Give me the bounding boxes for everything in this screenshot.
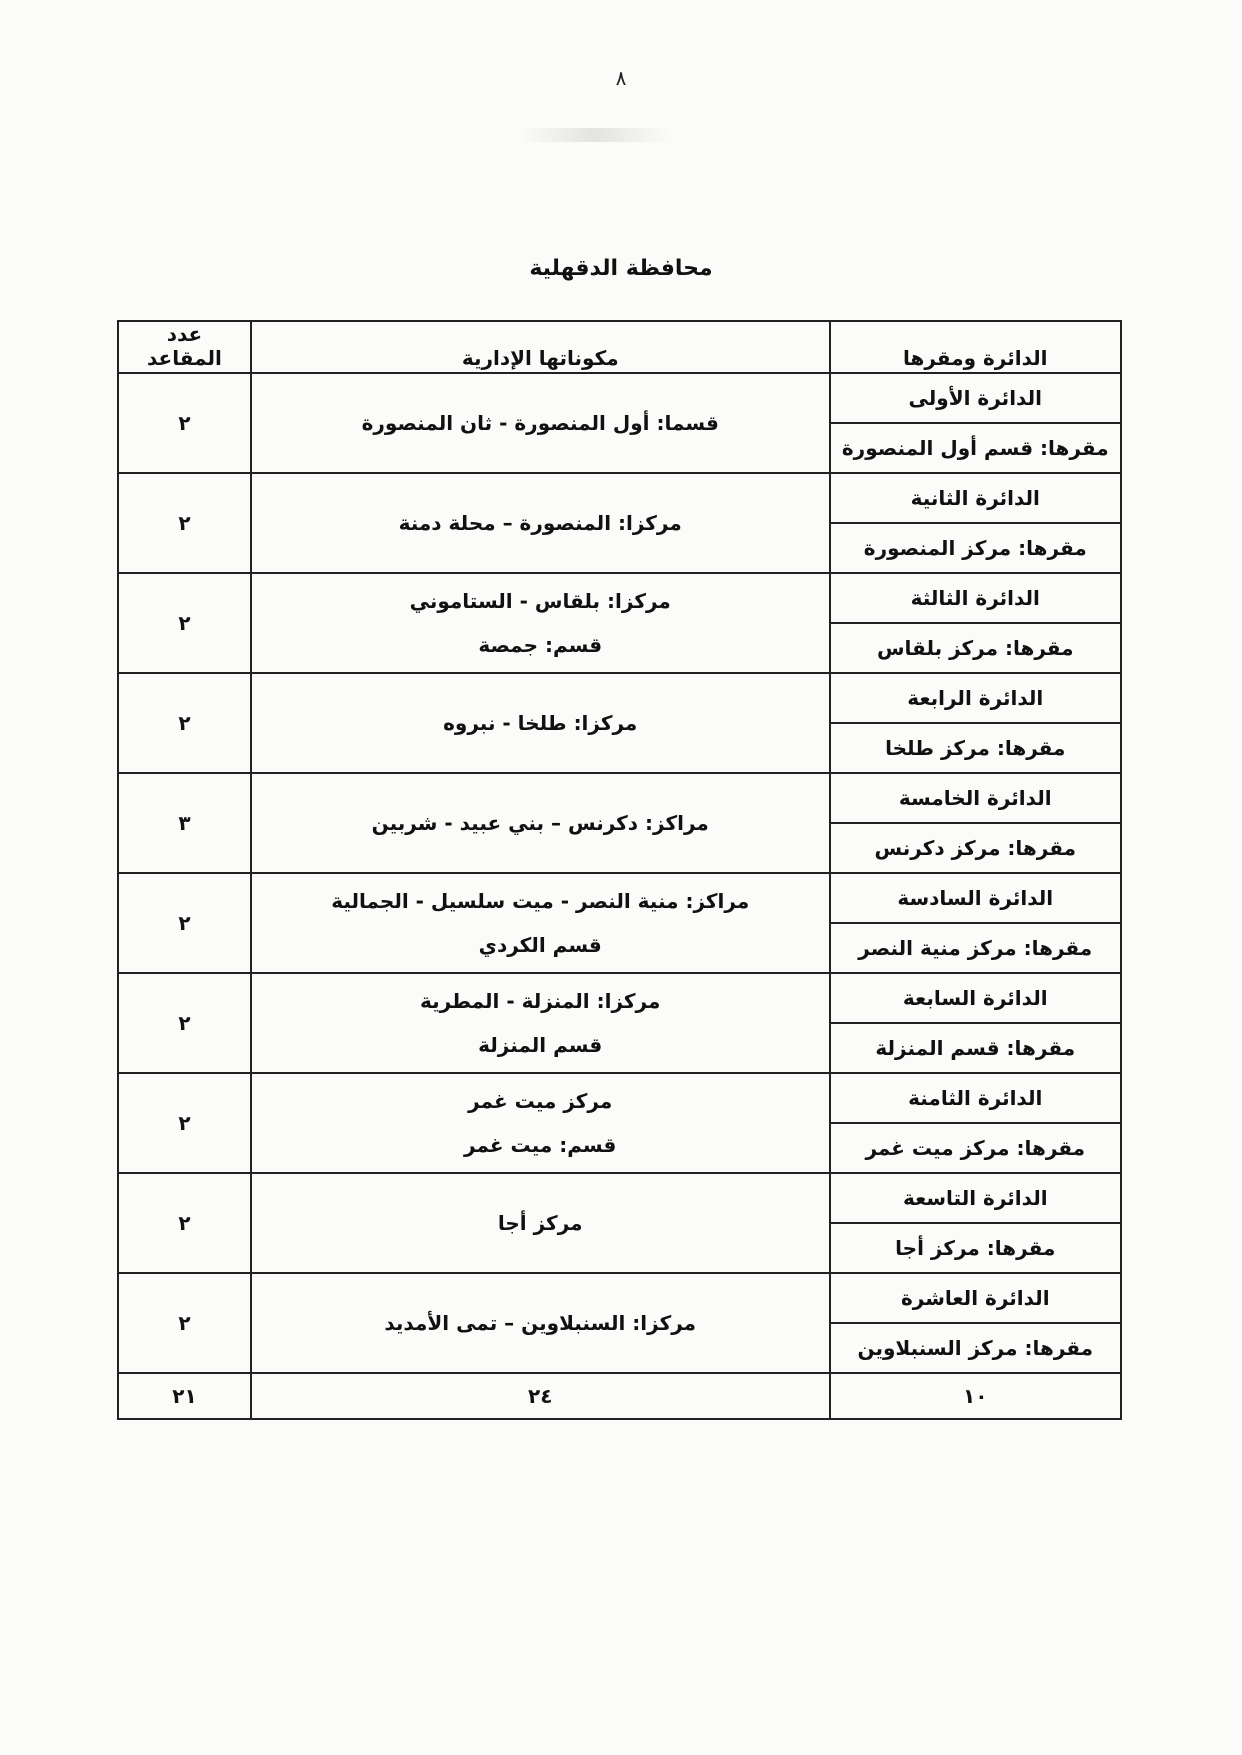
district-seats: ٣ <box>118 773 251 873</box>
header-district: الدائرة ومقرها <box>830 321 1121 373</box>
district-seats: ٢ <box>118 673 251 773</box>
district-hq: مقرها: مركز أجا <box>830 1223 1121 1273</box>
district-components <box>251 573 830 673</box>
district-row <box>118 1173 1121 1223</box>
component-line: قسم: ميت غمر <box>464 1133 617 1157</box>
page-number: ٨ <box>615 66 627 90</box>
district-components <box>251 773 830 873</box>
scan-smudge <box>520 128 670 142</box>
district-row <box>118 973 1121 1023</box>
district-row <box>118 573 1121 623</box>
district-hq: مقرها: مركز السنبلاوين <box>830 1323 1121 1373</box>
district-name: الدائرة الرابعة <box>830 673 1121 723</box>
district-row <box>118 1273 1121 1323</box>
district-hq: مقرها: مركز منية النصر <box>830 923 1121 973</box>
total-districts: ١٠ <box>830 1373 1121 1419</box>
district-name: الدائرة الثانية <box>830 473 1121 523</box>
component-line: قسم المنزلة <box>478 1033 603 1057</box>
component-line: قسم: جمصة <box>478 633 603 657</box>
district-name: الدائرة الثامنة <box>830 1073 1121 1123</box>
district-seats: ٢ <box>118 573 251 673</box>
district-row <box>118 473 1121 523</box>
district-hq: مقرها: مركز ميت غمر <box>830 1123 1121 1173</box>
district-row <box>118 673 1121 723</box>
table-header-row <box>118 321 1121 373</box>
component-line: مركز أجا <box>497 1211 583 1235</box>
component-line: مركزا: السنبلاوين – تمى الأمديد <box>384 1311 697 1335</box>
district-components <box>251 1073 830 1173</box>
district-hq: مقرها: مركز المنصورة <box>830 523 1121 573</box>
district-name: الدائرة الأولى <box>830 373 1121 423</box>
component-line: مركز ميت غمر <box>468 1089 613 1113</box>
district-hq: مقرها: مركز بلقاس <box>830 623 1121 673</box>
district-name: الدائرة التاسعة <box>830 1173 1121 1223</box>
district-name: الدائرة السادسة <box>830 873 1121 923</box>
district-row <box>118 873 1121 923</box>
district-hq: مقرها: قسم المنزلة <box>830 1023 1121 1073</box>
district-seats: ٢ <box>118 473 251 573</box>
header-seats: عدد المقاعد <box>118 321 251 373</box>
district-hq: مقرها: قسم أول المنصورة <box>830 423 1121 473</box>
component-line: مركزا: المنزلة - المطرية <box>420 989 661 1013</box>
district-seats: ٢ <box>118 1273 251 1373</box>
districts-table <box>117 320 1122 1420</box>
totals-row <box>118 1373 1121 1419</box>
component-line: قسما: أول المنصورة - ثان المنصورة <box>361 411 719 435</box>
district-name: الدائرة الخامسة <box>830 773 1121 823</box>
district-name: الدائرة الثالثة <box>830 573 1121 623</box>
component-line: مراكز: دكرنس – بني عبيد - شربين <box>371 811 709 835</box>
district-row <box>118 373 1121 423</box>
district-components <box>251 373 830 473</box>
district-seats: ٢ <box>118 1073 251 1173</box>
district-row <box>118 773 1121 823</box>
district-components <box>251 973 830 1073</box>
component-line: مركزا: طلخا - نبروه <box>443 711 638 735</box>
district-seats: ٢ <box>118 1173 251 1273</box>
district-seats: ٢ <box>118 973 251 1073</box>
district-name: الدائرة السابعة <box>830 973 1121 1023</box>
component-line: مركزا: المنصورة – محلة دمنة <box>398 511 682 535</box>
total-components: ٢٤ <box>251 1373 830 1419</box>
component-line: قسم الكردي <box>478 933 602 957</box>
district-components <box>251 1173 830 1273</box>
total-seats: ٢١ <box>118 1373 251 1419</box>
district-components <box>251 873 830 973</box>
component-line: مركزا: بلقاس - الستاموني <box>409 589 671 613</box>
district-hq: مقرها: مركز دكرنس <box>830 823 1121 873</box>
district-row <box>118 1073 1121 1123</box>
page-title: محافظة الدقهلية <box>529 256 713 281</box>
component-line: مراكز: منية النصر - ميت سلسيل - الجمالية <box>331 889 750 913</box>
district-hq: مقرها: مركز طلخا <box>830 723 1121 773</box>
header-components: مكوناتها الإدارية <box>251 321 830 373</box>
district-components <box>251 1273 830 1373</box>
district-seats: ٢ <box>118 873 251 973</box>
district-components <box>251 473 830 573</box>
table-body <box>118 373 1121 1373</box>
district-seats: ٢ <box>118 373 251 473</box>
district-components <box>251 673 830 773</box>
district-name: الدائرة العاشرة <box>830 1273 1121 1323</box>
